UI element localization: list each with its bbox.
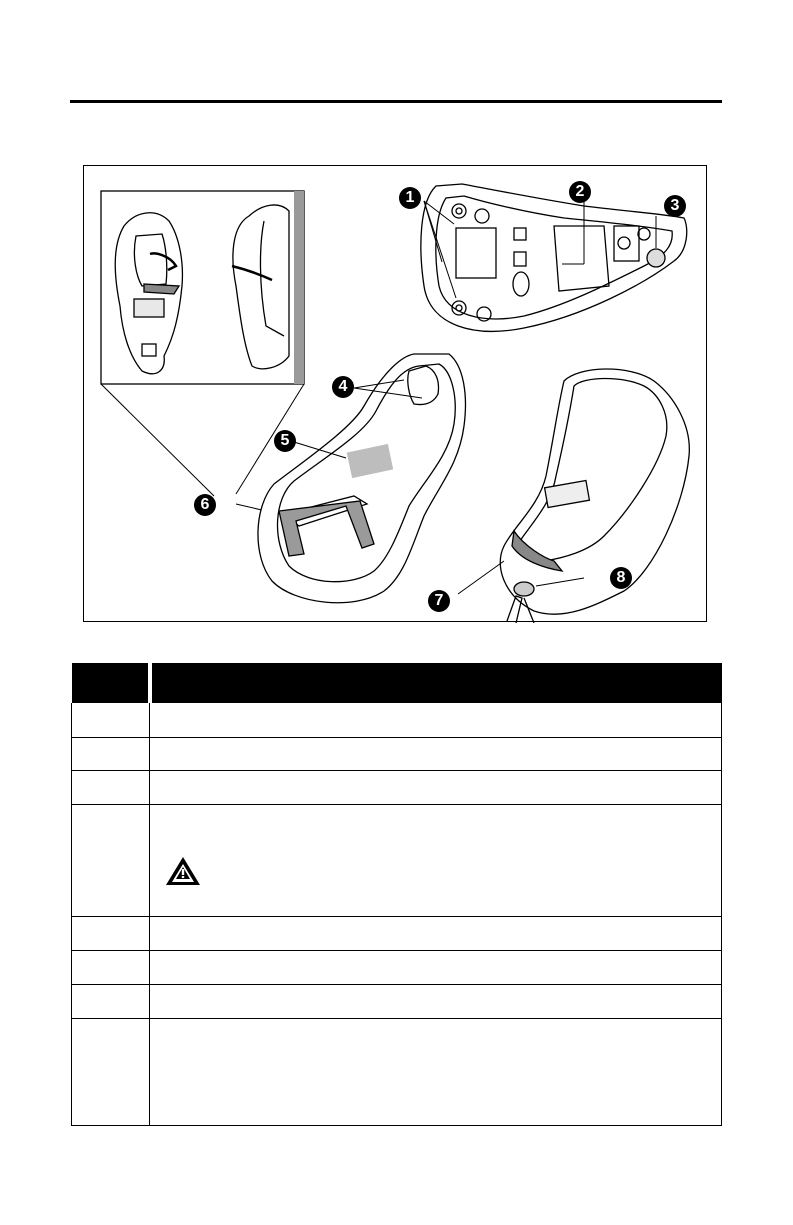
row-description [150,984,722,1018]
column-header-description [150,663,722,703]
callout-5: 5 [274,430,296,452]
row-number [72,703,150,737]
row-number [72,950,150,984]
callout-3: 3 [664,195,686,217]
callout-2: 2 [569,181,591,203]
table-header-row [72,663,722,703]
row-description [164,815,721,843]
table-row [72,950,722,984]
cradle-diagram-figure [83,165,707,622]
row-description [150,770,722,804]
callout-7: 7 [428,590,450,612]
table-row [72,703,722,737]
callout-4: 4 [332,376,354,398]
table-row [72,916,722,950]
row-description [150,1018,722,1125]
callout-6: 6 [194,494,216,516]
table-row [72,984,722,1018]
callout-1: 1 [399,187,421,209]
table-row [72,737,722,770]
callout-8: 8 [610,567,632,589]
cradle-illustration [84,166,708,623]
row-number [72,916,150,950]
row-description [150,703,722,737]
row-description-with-warning [150,804,722,916]
row-number [72,770,150,804]
inset-panel [101,191,304,384]
column-header-number-label [85,672,135,690]
warning-icon [164,855,721,890]
row-number [72,1018,150,1125]
row-number [72,737,150,770]
table-row [72,804,722,916]
table-row [72,1018,722,1125]
row-description [150,950,722,984]
top-rule [70,100,722,103]
row-number [72,984,150,1018]
column-header-description-label [389,672,484,690]
row-description [150,737,722,770]
parts-table [71,663,722,1126]
table-row [72,770,722,804]
column-header-number [72,663,150,703]
row-number [72,804,150,916]
row-description [150,916,722,950]
